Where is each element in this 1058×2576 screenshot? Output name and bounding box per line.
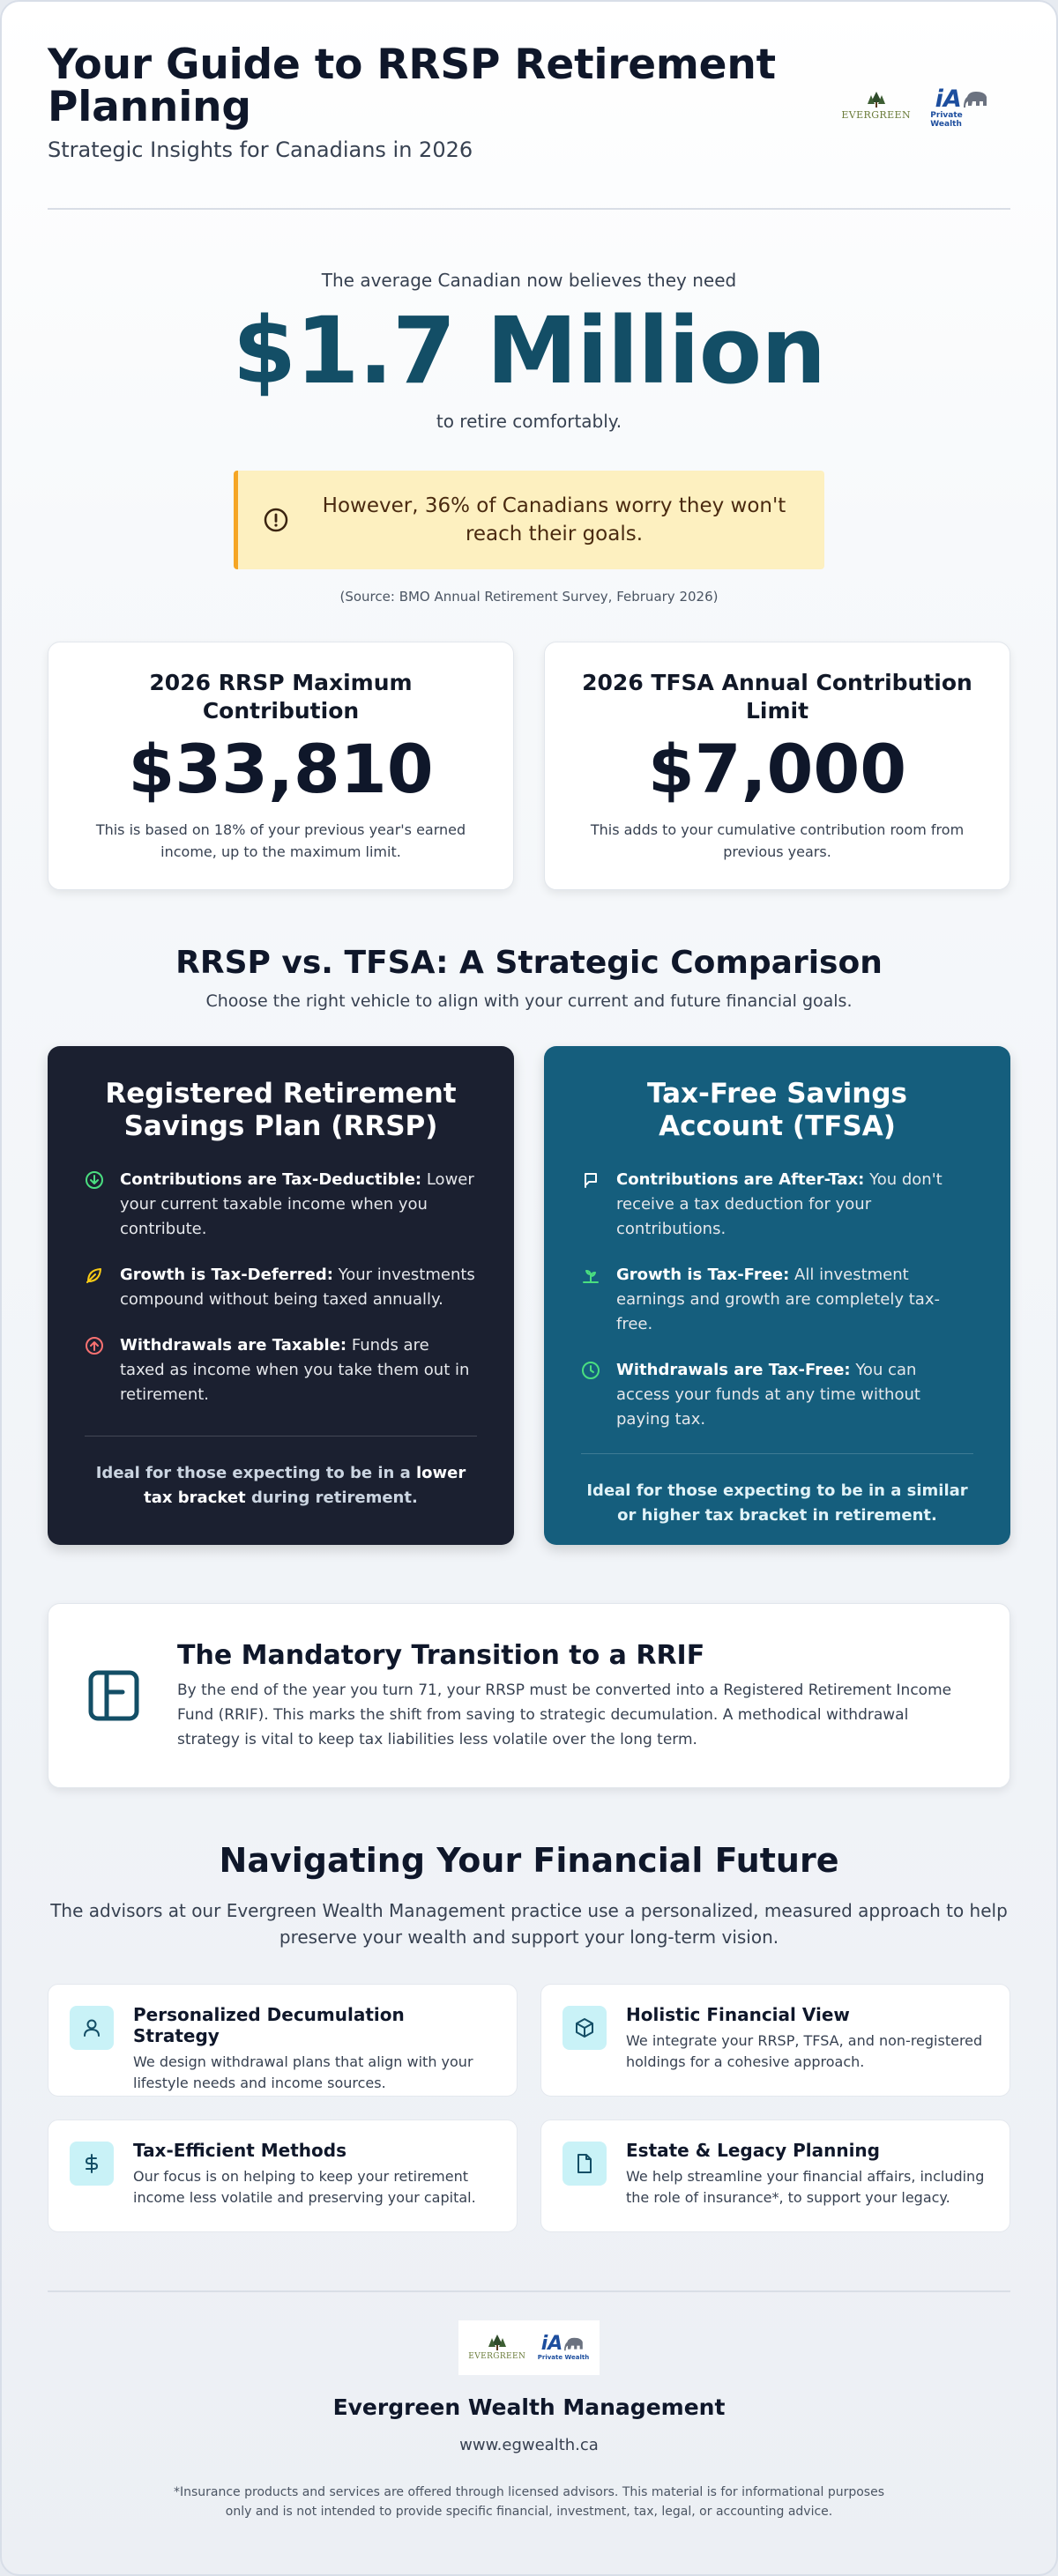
rrsp-limit-card: [48, 642, 514, 890]
ia-logo: [538, 2335, 589, 2361]
rrif-card: [48, 1603, 1010, 1788]
rrsp-card-footer: [85, 1436, 477, 1545]
hero-source: (Source: BMO Annual Retirement Survey, February 2026): [339, 589, 719, 605]
list-item-text: [616, 1263, 973, 1337]
list-item-body: Funds are taxed as income when you take them out in retirement.: [120, 1336, 470, 1404]
tree-icon: [486, 2335, 509, 2352]
dollar-icon: [80, 2152, 103, 2175]
feature-title: Personalized Decumulation Strategy: [133, 2004, 405, 2046]
document-icon: [573, 2152, 596, 2175]
feature-text: [626, 2004, 988, 2076]
list-item-bold: Contributions are After-Tax:: [616, 1170, 865, 1189]
evergreen-logo-tag: [875, 121, 876, 125]
hero-post: to retire comfortably.: [436, 411, 622, 432]
layout-icon: [86, 1667, 142, 1724]
feature-card: [540, 1984, 1010, 2097]
tree-icon: [865, 92, 888, 109]
user-icon: [80, 2016, 103, 2039]
list-item-text: [616, 1168, 973, 1242]
arrow-down-circle-icon: [85, 1170, 104, 1190]
list-item-text: [120, 1263, 477, 1312]
elephant-icon: [564, 2336, 585, 2352]
list-item: [581, 1168, 973, 1242]
feature-body: We design withdrawal plans that align with your lifestyle needs and income sources.: [133, 2053, 473, 2091]
feature-text: [133, 2004, 495, 2091]
alert-text: However, 36% of Canadians worry they won't reach their goals.: [322, 494, 786, 546]
feature-icon-tile: [563, 2006, 607, 2050]
list-item-text: [120, 1168, 477, 1242]
list-item-body: All investment earnings and growth are completely tax-free.: [616, 1266, 940, 1333]
list-item: [581, 1358, 973, 1432]
rrsp-list: [85, 1168, 477, 1436]
list-item-body: Lower your current taxable income when you contribute.: [120, 1170, 474, 1238]
rrsp-limit-amount: $33,810: [128, 730, 434, 808]
header-logos: [841, 85, 995, 129]
list-item-body: You can access your funds at any time without paying tax.: [616, 1361, 920, 1429]
arrow-up-circle-icon: [85, 1336, 104, 1355]
footer-disclaimer: *Insurance products and services are offered through licensed advisors. This material is for informational purposes only and is not intended to provide specific financial, investment, tax, legal, or accounting advice.: [173, 2485, 884, 2519]
list-item: [85, 1168, 477, 1242]
rrsp-foot-highlight: lower tax bracket: [144, 1464, 466, 1507]
rrsp-foot-part2: during retirement.: [245, 1488, 418, 1507]
page-title: Your Guide to RRSP Retirement Planning: [48, 41, 776, 131]
ia-logo-row: [541, 2335, 586, 2354]
hero: [48, 210, 1010, 642]
hero-amount: $1.7 Million: [232, 297, 826, 405]
navigate-body: The advisors at our Evergreen Wealth Management practice use a personalized, measured approach to help preserve your wealth and support your long-term vision.: [50, 1900, 1008, 1948]
comparison-subtitle: Choose the right vehicle to align with your current and future financial goals.: [205, 991, 853, 1011]
list-item-bold: Withdrawals are Tax-Free:: [616, 1361, 851, 1379]
rrsp-card-title: Registered Retirement Savings Plan (RRSP): [105, 1078, 457, 1142]
list-item-body: Your investments compound without being taxed annually.: [120, 1266, 475, 1309]
list-item-bold: Withdrawals are Taxable:: [120, 1336, 347, 1355]
tfsa-card-title: Tax-Free Savings Account (TFSA): [646, 1078, 908, 1142]
feature-icon-tile: [70, 2006, 114, 2050]
feature-card: [540, 2119, 1010, 2232]
feature-text: [133, 2140, 495, 2212]
tfsa-limit-title: 2026 TFSA Annual Contribution Limit: [582, 670, 972, 724]
alert-icon: [263, 507, 289, 533]
feature-icon-tile: [70, 2142, 114, 2186]
ia-logo: [930, 85, 995, 129]
evergreen-logo-text: EVERGREEN: [841, 109, 911, 121]
contribution-limits: [48, 642, 1010, 890]
hero-pre: The average Canadian now believes they need: [321, 270, 737, 291]
rrif-text: [177, 1640, 972, 1752]
evergreen-logo: [841, 92, 911, 125]
tfsa-card-footer: Ideal for those expecting to be in a similar or higher tax bracket in retirement.: [581, 1453, 973, 1545]
feature-icon-tile: [563, 2142, 607, 2186]
ia-logo-row: [935, 85, 990, 113]
feature-title: Tax-Efficient Methods: [133, 2140, 346, 2161]
page-subtitle: Strategic Insights for Canadians in 2026: [48, 137, 473, 162]
leaf-icon: [85, 1266, 104, 1285]
navigate-heading: [48, 1841, 1010, 1950]
navigate-title: Navigating Your Financial Future: [219, 1841, 839, 1880]
list-item: [85, 1333, 477, 1407]
ia-logo-sub: Private Wealth: [537, 2354, 590, 2361]
cube-icon: [573, 2016, 596, 2039]
clock-icon: [581, 1361, 600, 1380]
tfsa-card: [544, 1046, 1010, 1545]
ia-logo-text: iA: [935, 85, 962, 113]
rrsp-limit-title: 2026 RRSP Maximum Contribution: [149, 670, 413, 724]
elephant-icon: [964, 90, 990, 109]
tfsa-limit-card: [544, 642, 1010, 890]
feature-card: [48, 2119, 518, 2232]
header-text: [48, 41, 841, 162]
rrif-body: By the end of the year you turn 71, your RRSP must be converted into a Registered Retirement Income Fund (RRIF). This marks the shift from saving to strategic decumulation. A methodical withdrawal strategy is vital to keep tax liabilities less volatile over the long term.: [177, 1681, 952, 1748]
rrsp-card: [48, 1046, 514, 1545]
feature-body: We help streamline your financial affairs, including the role of insurance*, to support your legacy.: [626, 2168, 985, 2206]
feature-grid: [48, 1984, 1010, 2232]
feature-title: Holistic Financial View: [626, 2004, 850, 2025]
flag-icon: [581, 1170, 600, 1190]
feature-text: [626, 2140, 988, 2212]
feature-title: Estate & Legacy Planning: [626, 2140, 880, 2161]
list-item-text: [616, 1358, 973, 1432]
comparison-title: RRSP vs. TFSA: A Strategic Comparison: [175, 945, 883, 981]
footer-url[interactable]: www.egwealth.ca: [459, 2436, 599, 2454]
tfsa-limit-note: This adds to your cumulative contribution room from previous years.: [590, 821, 965, 860]
sprout-icon: [581, 1266, 600, 1285]
list-item-bold: Growth is Tax-Deferred:: [120, 1266, 333, 1284]
footer-logos: [458, 2320, 600, 2375]
comparison-heading: [48, 945, 1010, 1011]
ia-logo-text: iA: [540, 2333, 563, 2355]
evergreen-logo-text: EVERGREEN: [468, 2352, 526, 2361]
ia-logo-sub: Private Wealth: [930, 111, 963, 129]
list-item: [85, 1263, 477, 1312]
comparison-cards: [48, 1046, 1010, 1545]
list-item-body: You don't receive a tax deduction for your contributions.: [616, 1170, 943, 1238]
list-item-text: [120, 1333, 477, 1407]
list-item-bold: Contributions are Tax-Deductible:: [120, 1170, 422, 1189]
footer-company: Evergreen Wealth Management: [332, 2394, 726, 2420]
rrsp-foot-part1: Ideal for those expecting to be in a: [95, 1464, 417, 1482]
header: [48, 2, 1010, 210]
feature-body: We integrate your RRSP, TFSA, and non-registered holdings for a cohesive approach.: [626, 2032, 983, 2070]
footer: [48, 2290, 1010, 2521]
rrif-title: The Mandatory Transition to a RRIF: [177, 1639, 705, 1671]
alert-box: [234, 471, 824, 569]
feature-body: Our focus is on helping to keep your retirement income less volatile and preserving your capital.: [133, 2168, 476, 2206]
tfsa-list: [581, 1168, 973, 1453]
list-item-bold: Growth is Tax-Free:: [616, 1266, 790, 1284]
rrsp-limit-note: This is based on 18% of your previous year's earned income, up to the maximum limit.: [95, 821, 466, 860]
tfsa-limit-amount: $7,000: [647, 730, 907, 808]
evergreen-logo: [469, 2335, 525, 2361]
feature-card: [48, 1984, 518, 2097]
list-item: [581, 1263, 973, 1337]
